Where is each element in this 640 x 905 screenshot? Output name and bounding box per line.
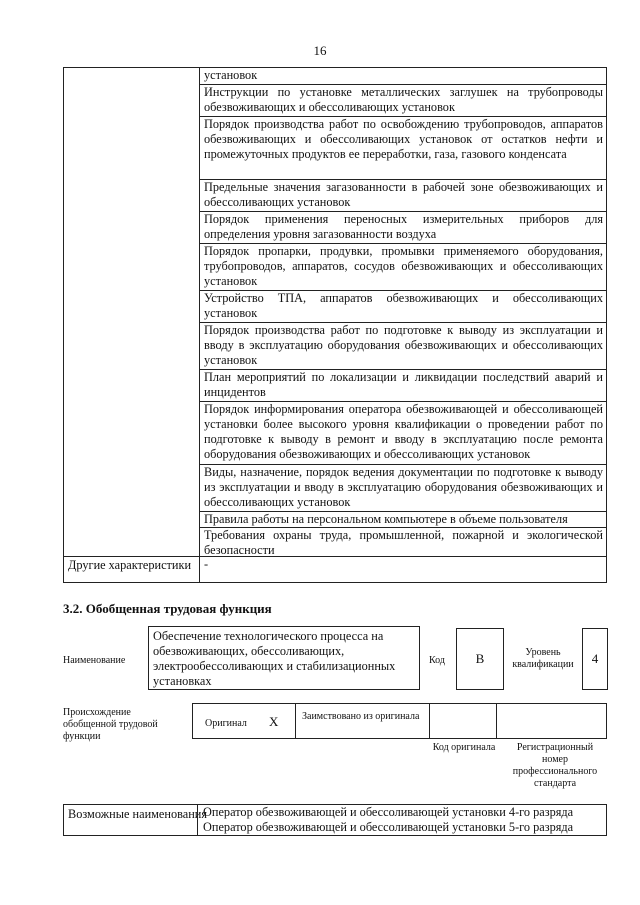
qualification-level-value: 4 [582, 628, 608, 690]
table-row: План мероприятий по локализации и ликвидации последствий аварий и инцидентов [200, 370, 606, 402]
table-row: Виды, назначение, порядок ведения документации по подготовке к выводу из эксплуатации и вводу в эксплуатацию оборудования обезвоживающих и обессоливающих установок [200, 465, 606, 512]
borrowed-label: Заимствовано из оригинала [302, 711, 420, 722]
table-row: Порядок пропарки, продувки, промывки применяемого оборудования, трубопроводов, аппаратов, сосудов обезвоживающих и обессоливающих установок [200, 244, 606, 291]
table-row: Устройство ТПА, аппаратов обезвоживающих и обессоливающих установок [200, 291, 606, 323]
table-row: установок [200, 68, 606, 85]
table-row: Предельные значения загазованности в рабочей зоне обезвоживающих и обессоливающих установок [200, 180, 606, 212]
original-mark: X [269, 714, 279, 729]
table-divider [197, 805, 198, 835]
table-divider [200, 556, 606, 557]
table-row: Инструкции по установке металлических заглушек на трубопроводы обезвоживающих и обессоливающих установок [200, 85, 606, 117]
original-label: Оригинал [205, 718, 247, 729]
table-row: Порядок применения переносных измерительных приборов для определения уровня загазованности воздуха [200, 212, 606, 244]
table-row: Требования охраны труда, промышленной, пожарной и экологической безопасности [204, 528, 603, 556]
origin-label: Происхождение обобщенной трудовой функции [63, 707, 158, 742]
registration-number-caption: Регистрационный номер профессионального стандарта [512, 742, 598, 789]
table-row: Порядок производства работ по освобождению трубопроводов, аппаратов обезвоживающих и обессоливающих установок от остатков нефти и промежуточных продуктов ее переработки, газа, газового конденсата [200, 117, 606, 180]
possible-positions-list [203, 805, 573, 835]
table-row: Порядок информирования оператора обезвоживающей и обессоливающей установки более высокого уровня квалификации о проведении работ по подготовке к выводу в ремонт и вводу в эксплуатацию после ремонта оборудования обезвоживающих и обессоливающих установок [200, 402, 606, 465]
table-row: Правила работы на персональном компьютере в объеме пользователя [200, 512, 606, 528]
origin-table [192, 703, 607, 739]
name-value: Обеспечение технологического процесса на обезвоживающих, обессоливающих, электрообессоливающих и стабилизационных установках [148, 626, 420, 690]
possible-positions-label: Возможные наименования [68, 807, 208, 821]
list-item: Оператор обезвоживающей и обессоливающей установки 4-го разряда [203, 805, 574, 819]
table-row: Порядок производства работ по подготовке к выводу из эксплуатации и вводу в эксплуатацию оборудования обезвоживающих и обессоливающих установок [200, 323, 606, 370]
origin-cell [430, 704, 497, 738]
possible-positions-table [63, 804, 607, 836]
code-original-caption: Код оригинала [432, 742, 496, 753]
code-label: Код [429, 655, 445, 666]
knowledge-table [63, 67, 607, 583]
page-number: 16 [313, 43, 327, 58]
list-item: Оператор обезвоживающей и обессоливающей установки 5-го разряда [203, 820, 574, 834]
other-characteristics-label: Другие характеристики [64, 556, 199, 584]
section-title: 3.2. Обобщенная трудовая функция [63, 601, 272, 616]
name-label: Наименование [63, 655, 126, 666]
qualification-level-label: Уровень квалификации [512, 647, 574, 670]
other-characteristics-value: - [204, 557, 209, 571]
code-value: B [456, 628, 504, 690]
